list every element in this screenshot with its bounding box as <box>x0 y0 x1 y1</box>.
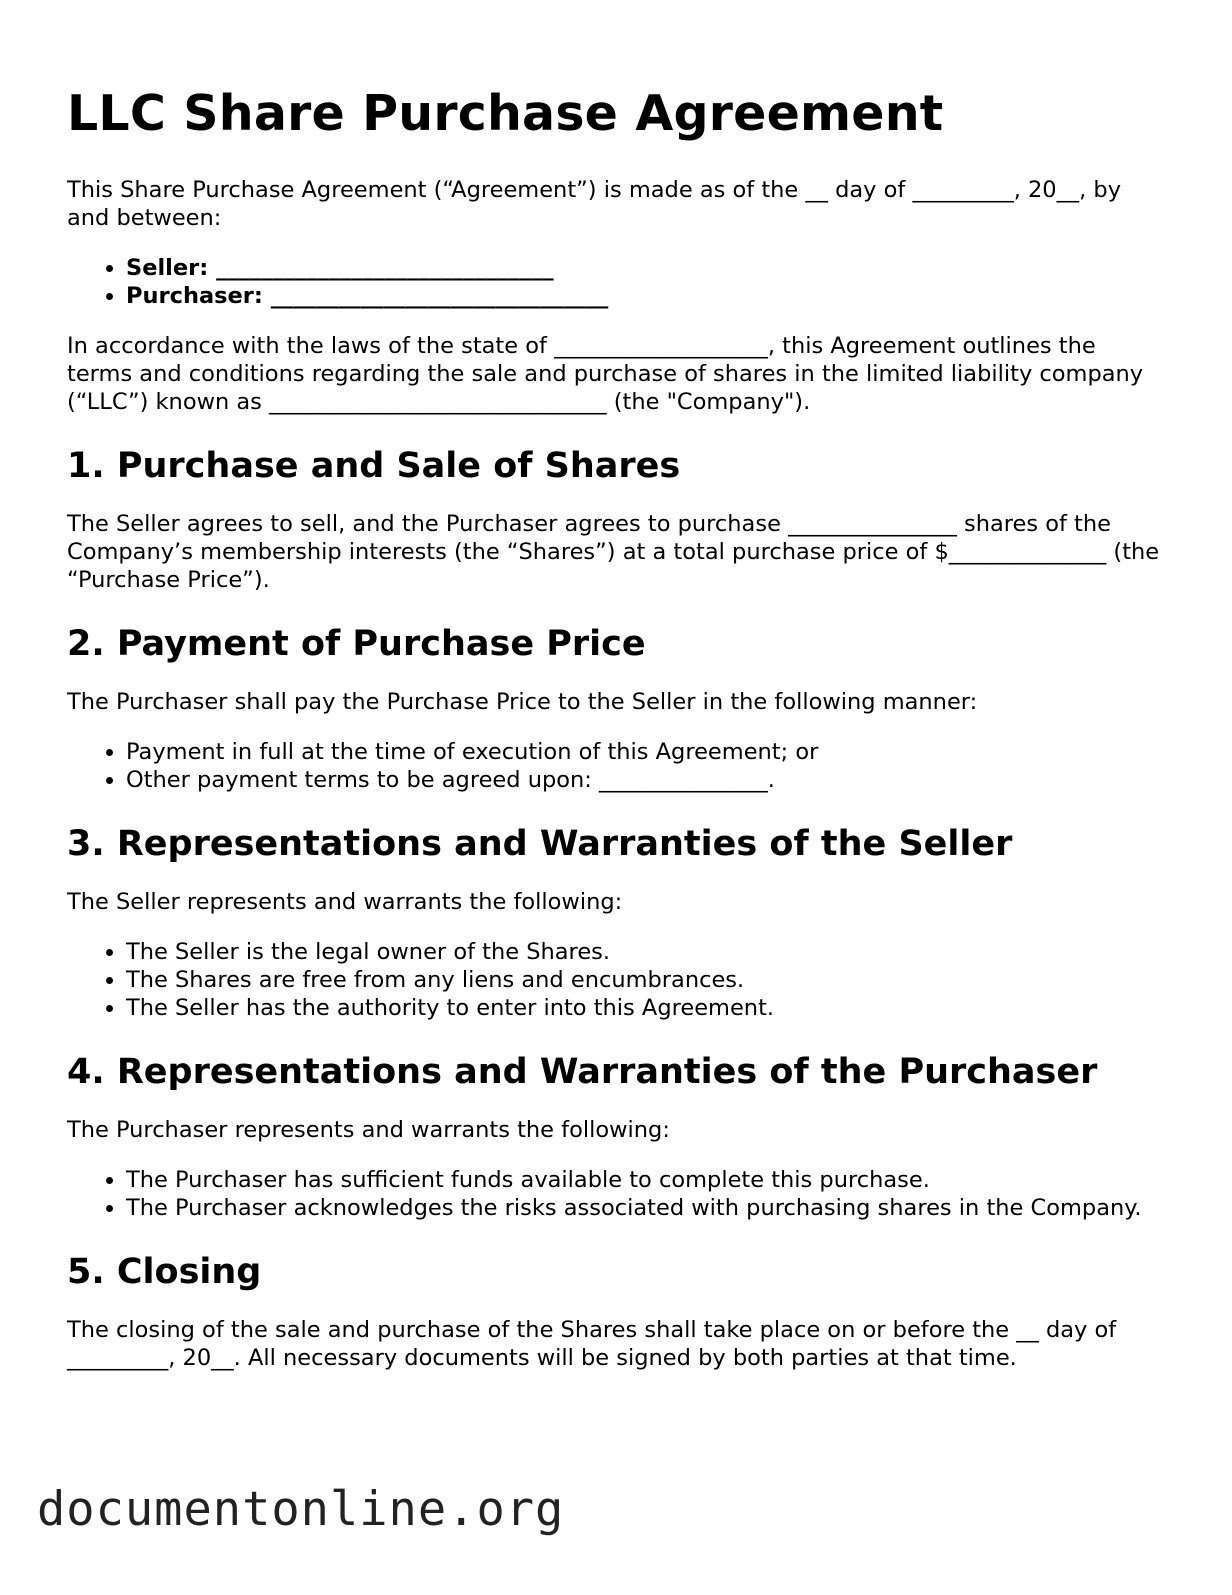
party-label: Seller: <box>126 255 209 281</box>
site-watermark-logo: documentonline.org <box>37 1482 565 1537</box>
list-item: • The Shares are free from any liens and encumbrances. <box>126 966 1167 994</box>
list-item: • The Purchaser acknowledges the risks associated with purchasing shares in the Company. <box>126 1194 1167 1222</box>
list-item: • Other payment terms to be agreed upon: _______________. <box>126 766 1167 794</box>
section-heading: 3. Representations and Warranties of the Seller <box>67 824 1013 864</box>
section-list <box>67 938 1167 1022</box>
section-text: The Seller agrees to sell, and the Purchaser agrees to purchase _______________ shares of the Company’s membership interests (the “Shares”) at a total purchase price of $______________ (the “Purchase Price”). <box>67 511 1160 593</box>
party-label: Purchaser: <box>126 283 263 309</box>
section-list <box>67 738 1167 794</box>
parties-list <box>67 254 1167 310</box>
party-purchaser <box>126 282 1167 310</box>
document-title: LLC Share Purchase Agreement <box>67 85 944 142</box>
section-text: The Purchaser shall pay the Purchase Price to the Seller in the following manner: <box>67 689 978 715</box>
list-item: • The Purchaser has sufficient funds available to complete this purchase. <box>126 1166 1167 1194</box>
list-item: • Payment in full at the time of execution of this Agreement; or <box>126 738 1167 766</box>
section-text: The closing of the sale and purchase of the Shares shall take place on or before the __ day of _________, 20__. All necessary documents will be signed by both parties at that time. <box>67 1317 1117 1371</box>
list-item: • The Seller has the authority to enter into this Agreement. <box>126 994 1167 1022</box>
document-page <box>67 82 1167 1394</box>
section-text: The Purchaser represents and warrants the following: <box>67 1117 670 1143</box>
section-heading: 1. Purchase and Sale of Shares <box>67 446 681 486</box>
section-list <box>67 1166 1167 1222</box>
section-heading: 5. Closing <box>67 1252 262 1292</box>
section-heading: 2. Payment of Purchase Price <box>67 624 646 664</box>
intro-paragraph: This Share Purchase Agreement (“Agreement”) is made as of the __ day of _________, 20__, by and between: <box>67 177 1122 231</box>
section-heading: 4. Representations and Warranties of the Purchaser <box>67 1052 1098 1092</box>
accordance-paragraph: In accordance with the laws of the state of ___________________, this Agreement outlines the terms and conditions regarding the sale and purchase of shares in the limited liability company (“LLC”) known as ______________________________ (the "Company"). <box>67 333 1144 415</box>
party-blank: ______________________________ <box>208 255 554 281</box>
party-blank: ______________________________ <box>262 283 609 309</box>
party-seller <box>126 254 1167 282</box>
section-text: The Seller represents and warrants the following: <box>67 889 623 915</box>
list-item: • The Seller is the legal owner of the Shares. <box>126 938 1167 966</box>
